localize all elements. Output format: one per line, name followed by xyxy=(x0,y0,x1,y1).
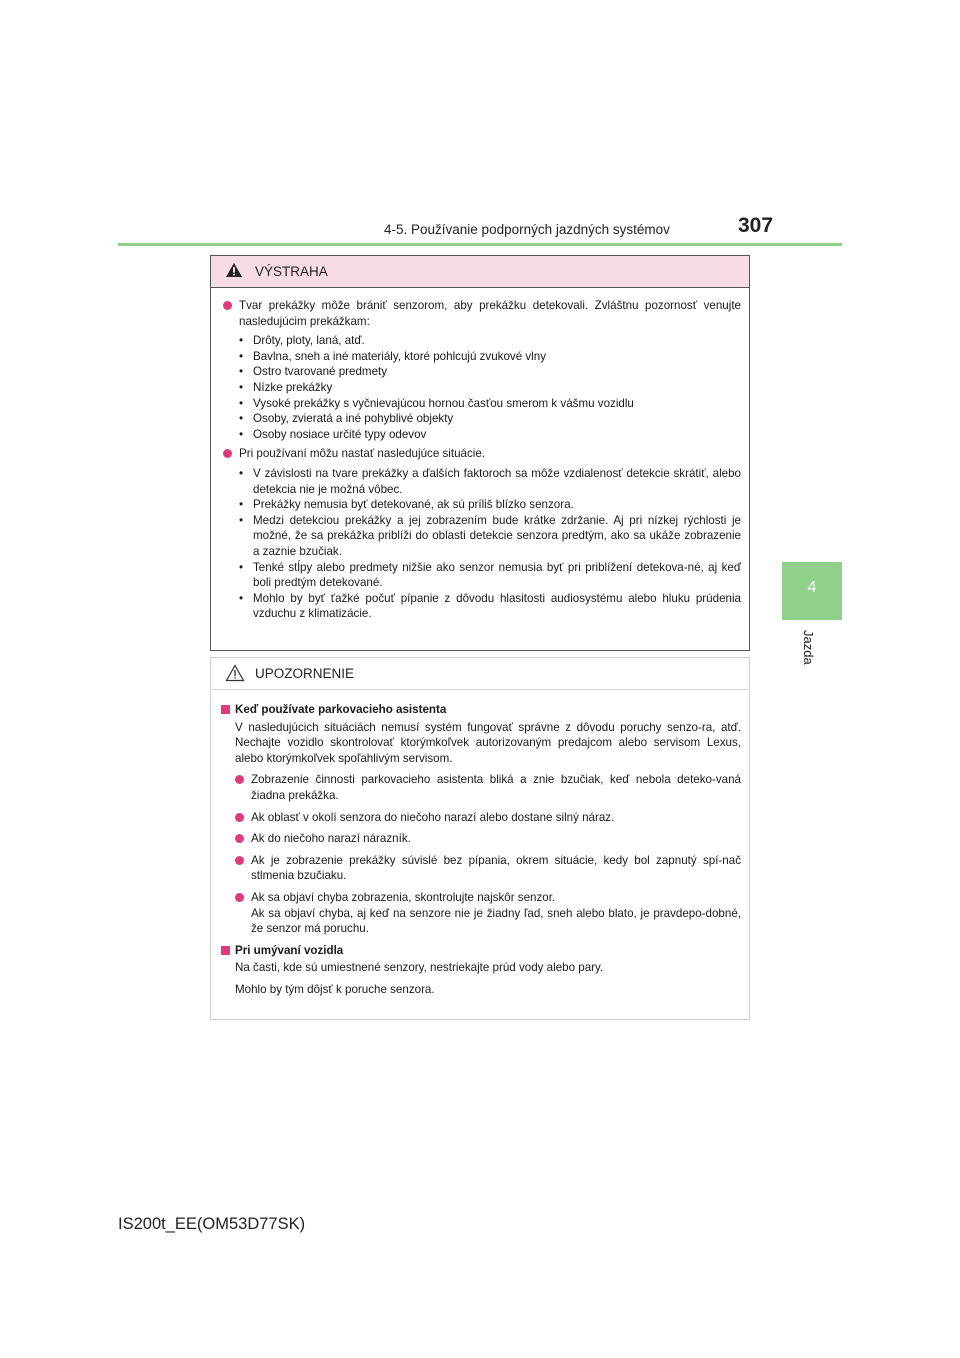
sub-item: • Osoby nosiace určité typy odevov xyxy=(239,427,741,443)
list-item xyxy=(229,890,741,937)
list-item xyxy=(229,810,741,826)
sub-item: • Mohlo by byť ťažké počuť pípanie z dôvodu hlasitosti audiosystému alebo hluku prúdenia vzduchu z klimatizácie. xyxy=(239,591,741,621)
bullet-dot-icon xyxy=(223,301,232,310)
sub-item-text: Ostro tvarované predmety xyxy=(253,365,388,379)
item-text: Tvar prekážky môže brániť senzorom, aby prekážku detekovali. Zvláštnu pozornosť venujte nasledujúcim prekážkam: xyxy=(239,299,741,328)
item-text: Pri používaní môžu nastať nasledujúce situácie. xyxy=(239,447,486,461)
warning-header xyxy=(211,256,749,288)
sub-item-text: V závislosti na tvare prekážky a ďalších faktoroch sa môže vzdialenosť detekcie skrátiť, alebo detekcia nie je možná vôbec. xyxy=(253,466,741,496)
sub-item: • Drôty, ploty, laná, atď. xyxy=(239,333,741,349)
sub-item-text: Osoby, zvieratá a iné pohyblivé objekty xyxy=(253,412,454,426)
section-heading: Pri umývaní vozidla xyxy=(235,943,344,957)
bullet-dot-icon xyxy=(235,813,244,822)
sub-item: • Ostro tvarované predmety xyxy=(239,364,741,380)
caution-icon xyxy=(225,664,245,682)
sub-item: • Medzi detekciou prekážky a jej zobrazením bude krátke zdržanie. Aj pri nízkej rýchlosti je možné, že sa prekážka priblíži do oblasti detekcie senzora predtým, ako sa ukáže zobrazenie a zaznie bzučiak. xyxy=(239,513,741,558)
sub-item-text: Drôty, ploty, laná, atď. xyxy=(253,334,365,348)
item-text: Ak do niečoho narazí nárazník. xyxy=(251,832,411,846)
bullet-dot-icon xyxy=(235,856,244,865)
item-text: Zobrazenie činnosti parkovacieho asistenta bliká a znie bzučiak, keď nebola deteko-vaná žiadna prekážka. xyxy=(251,773,741,802)
caution-box xyxy=(210,657,750,1020)
section-title: 4-5. Používanie podporných jazdných systémov xyxy=(384,222,670,237)
sub-item: • Vysoké prekážky s vyčnievajúcou hornou časťou smerom k vášmu vozidlu xyxy=(239,396,741,412)
bullet-dot-icon xyxy=(235,775,244,784)
sub-item: • Nízke prekážky xyxy=(239,380,741,396)
sub-item-text: Nízke prekážky xyxy=(253,380,333,394)
paragraph: Mohlo by tým dôjsť k poruche senzora. xyxy=(235,982,435,996)
section-heading-row xyxy=(217,702,741,718)
sub-item-text: Prekážky nemusia byť detekované, ak sú príliš blízko senzora. xyxy=(253,498,574,512)
sub-item: • Prekážky nemusia byť detekované, ak sú príliš blízko senzora. xyxy=(239,497,741,513)
chapter-label: Jazda xyxy=(801,630,816,665)
caution-header xyxy=(211,658,749,690)
paragraph: Na časti, kde sú umiestnené senzory, nestriekajte prúd vody alebo pary. xyxy=(235,961,604,975)
sub-item-text: Bavlna, sneh a iné materiály, ktoré pohlcujú zvukové vlny xyxy=(253,349,547,363)
bullet-dot-icon xyxy=(223,449,232,458)
sub-item: • Bavlna, sneh a iné materiály, ktoré pohlcujú zvukové vlny xyxy=(239,349,741,365)
page-number: 307 xyxy=(738,214,774,237)
sub-item: • V závislosti na tvare prekážky a ďalších faktoroch sa môže vzdialenosť detekcie skrátiť, alebo detekcia nie je možná vôbec. xyxy=(239,466,741,496)
item-line: Ak sa objaví chyba, aj keď na senzore nie je žiadny ľad, sneh alebo blato, je pravdepo-dobné, že senzor má poruchu. xyxy=(251,906,741,936)
list-item xyxy=(229,772,741,803)
sub-item: • Tenké stĺpy alebo predmety nižšie ako senzor nemusia byť pri priblížení detekova-né, aj keď boli predtým detekované. xyxy=(239,560,741,590)
list-item xyxy=(229,831,741,847)
model-code: IS200t_EE(OM53D77SK) xyxy=(118,1215,306,1233)
header-rule xyxy=(118,243,842,246)
list-item xyxy=(217,298,741,329)
bullet-dot-icon xyxy=(235,893,244,902)
item-text: Ak je zobrazenie prekážky súvislé bez pípania, okrem situácie, kedy bol zapnutý spí-nač stlmenia bzučiaku. xyxy=(251,853,741,883)
list-item xyxy=(217,446,741,462)
chapter-tab xyxy=(782,562,842,620)
bullet-dot-icon xyxy=(235,834,244,843)
item-text xyxy=(251,890,741,937)
section-heading: Keď používate parkovacieho asistenta xyxy=(235,703,447,716)
sub-item-text: Tenké stĺpy alebo predmety nižšie ako senzor nemusia byť pri priblížení detekova-né, aj keď boli predtým detekované. xyxy=(253,560,741,590)
sub-item-text: Vysoké prekážky s vyčnievajúcou hornou časťou smerom k vášmu vozidlu xyxy=(253,396,634,410)
sub-list xyxy=(239,333,741,442)
sub-item: • Osoby, zvieratá a iné pohyblivé objekty xyxy=(239,411,741,427)
sub-item-text: Medzi detekciou prekážky a jej zobrazením bude krátke zdržanie. Aj pri nízkej rýchlosti je možné, že sa prekážka priblíži do oblasti detekcie senzora predtým, ako sa ukáže zobrazenie a zaznie bzučiak. xyxy=(253,513,741,558)
item-line: Ak sa objaví chyba zobrazenia, skontrolujte najskôr senzor. xyxy=(251,890,556,904)
section-heading-row xyxy=(217,943,741,959)
sub-item-text: Mohlo by byť ťažké počuť pípanie z dôvodu hlasitosti audiosystému alebo hluku prúdenia vzduchu z klimatizácie. xyxy=(253,591,741,621)
warning-title: VÝSTRAHA xyxy=(255,264,328,279)
item-text: Ak oblasť v okolí senzora do niečoho narazí alebo dostane silný náraz. xyxy=(251,810,615,824)
warning-icon xyxy=(225,262,243,278)
caution-body xyxy=(211,690,749,998)
bullet-square-icon xyxy=(221,946,230,955)
bullet-square-icon xyxy=(221,705,230,714)
warning-box xyxy=(210,255,750,651)
sub-item-text: Osoby nosiace určité typy odevov xyxy=(253,427,427,441)
chapter-number: 4 xyxy=(807,579,817,596)
section-intro: V nasledujúcich situáciách nemusí systém fungovať správne z dôvodu poruchy senzo-ra, atď. Nechajte vozidlo skontrolovať ktorýmkoľvek autorizovaným predajcom alebo servisom Lexus, alebo ktorýmkoľvek spoľahlivým servisom. xyxy=(235,720,741,765)
warning-body xyxy=(211,288,749,622)
sub-list xyxy=(239,466,741,622)
caution-title: UPOZORNENIE xyxy=(255,666,355,681)
list-item xyxy=(229,853,741,884)
